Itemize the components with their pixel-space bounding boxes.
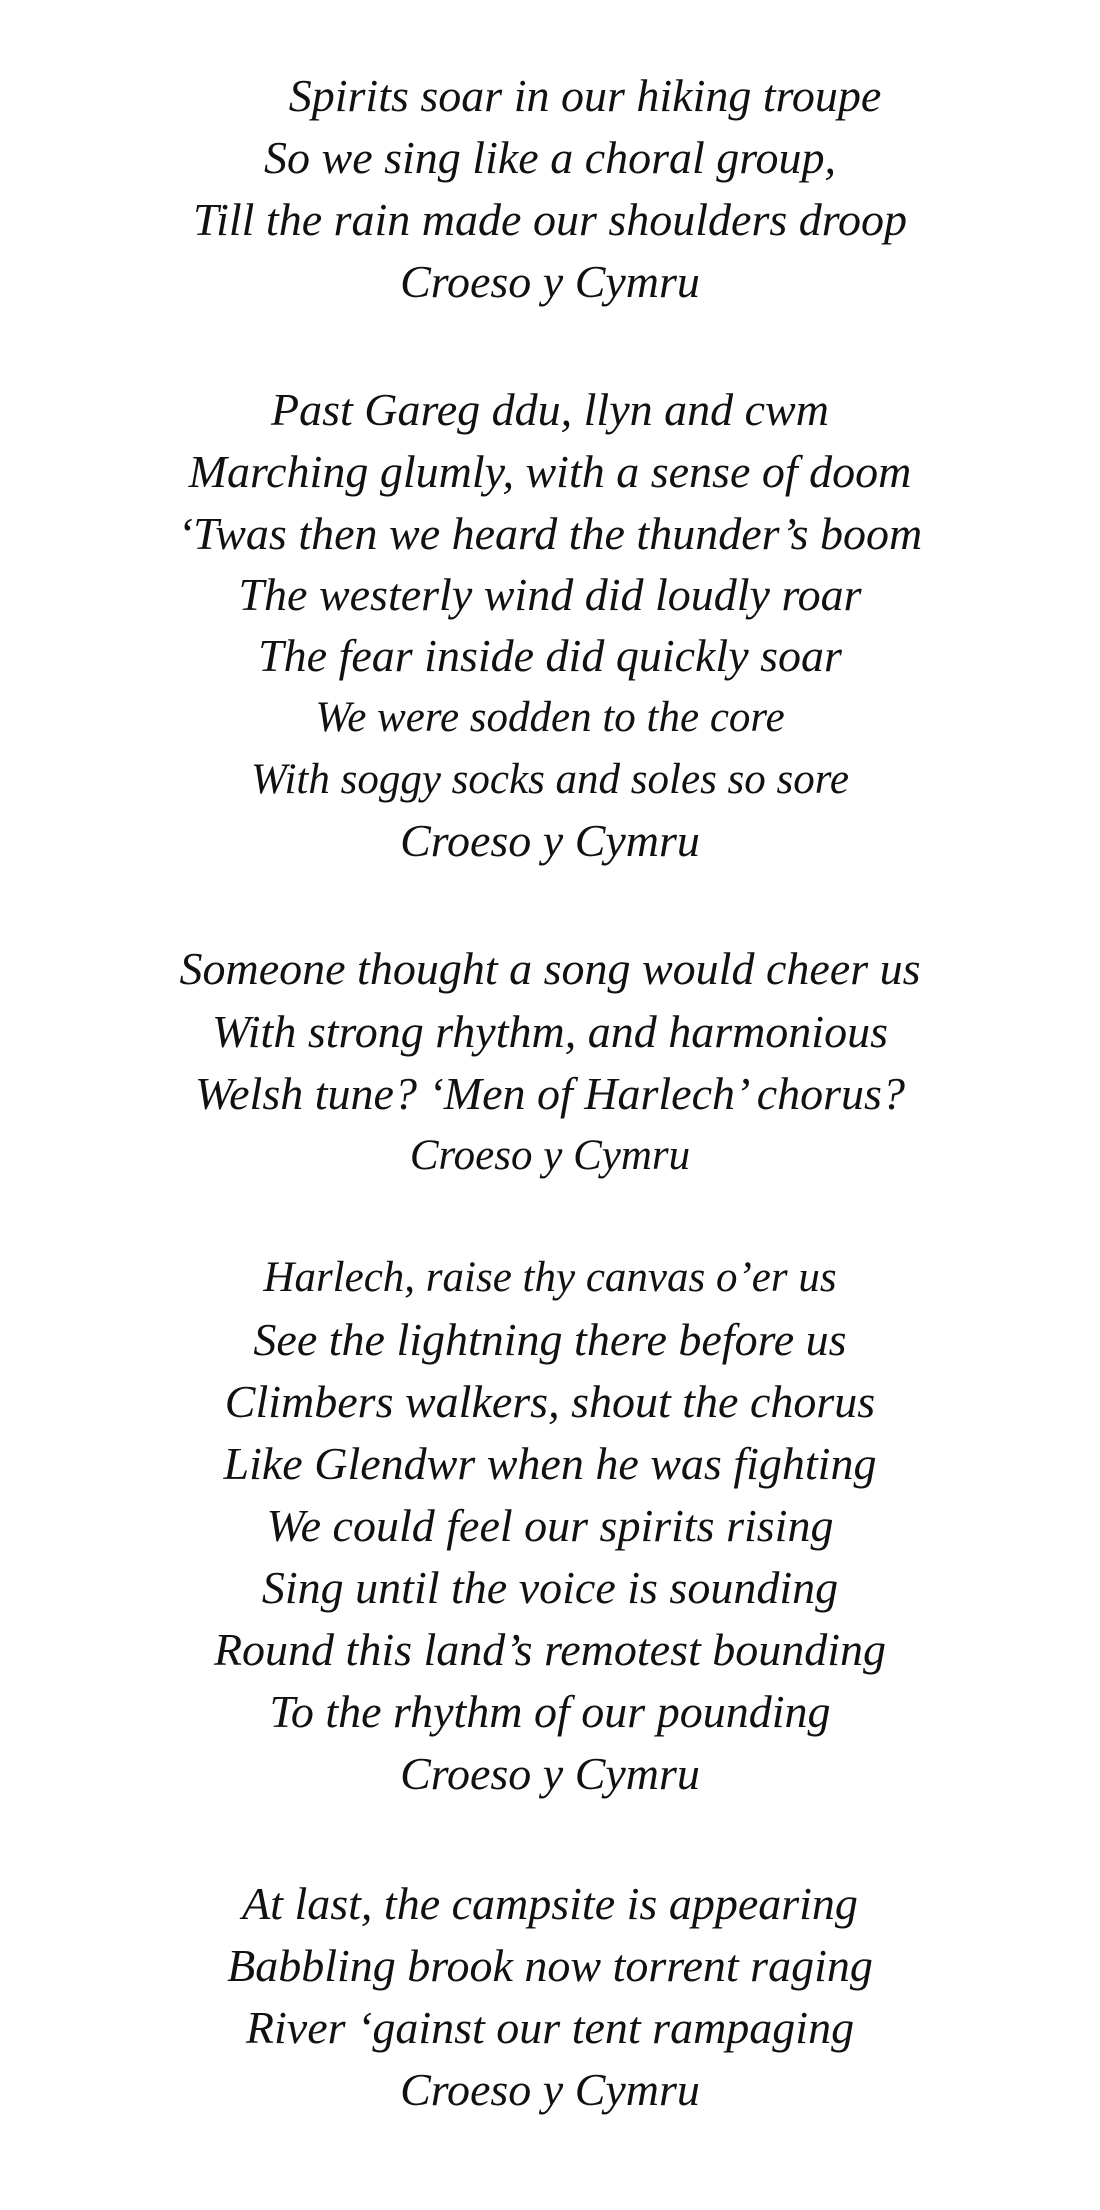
- stanza-2-line-5: The fear inside did quickly soar: [258, 630, 842, 681]
- stanza-3-refrain: Croeso y Cymru: [409, 1132, 691, 1179]
- stanza-4-line-1: Harlech, raise thy canvas o’er us: [263, 1254, 837, 1301]
- stanza-4-line-7: Round this land’s remotest bounding: [213, 1624, 887, 1675]
- stanza-2-line-6: We were sodden to the core: [315, 694, 785, 741]
- stanza-2-line-4: The westerly wind did loudly roar: [238, 569, 862, 620]
- stanza-4-line-6: Sing until the voice is sounding: [261, 1562, 839, 1613]
- stanza-4-line-3: Climbers walkers, shout the chorus: [224, 1376, 876, 1427]
- stanza-2-line-2: Marching glumly, with a sense of doom: [188, 446, 912, 497]
- stanza-2-refrain: Croeso y Cymru: [400, 815, 700, 866]
- stanza-4-line-5: We could feel our spirits rising: [266, 1500, 834, 1551]
- stanza-4-line-8: To the rhythm of our pounding: [269, 1686, 831, 1737]
- stanza-1-line-3: Till the rain made our shoulders droop: [193, 194, 907, 245]
- stanza-1-line-2: So we sing like a choral group,: [264, 132, 836, 183]
- stanza-2-line-7: With soggy socks and soles so sore: [251, 756, 849, 803]
- stanza-1-refrain: Croeso y Cymru: [400, 256, 700, 307]
- stanza-3-line-3: Welsh tune? ‘Men of Harlech’ chorus?: [195, 1068, 905, 1119]
- stanza-5-refrain: Croeso y Cymru: [400, 2064, 700, 2115]
- stanza-1-line-1: Spirits soar in our hiking troupe: [288, 70, 882, 121]
- stanza-5-line-2: Babbling brook now torrent raging: [227, 1940, 873, 1991]
- stanza-4-line-2: See the lightning there before us: [253, 1314, 847, 1365]
- stanza-3-line-1: Someone thought a song would cheer us: [179, 943, 921, 994]
- stanza-3-line-2: With strong rhythm, and harmonious: [211, 1006, 888, 1057]
- stanza-2-line-3: ‘Twas then we heard the thunder’s boom: [177, 508, 923, 559]
- stanza-4-refrain: Croeso y Cymru: [400, 1748, 700, 1799]
- stanza-2-line-1: Past Gareg ddu, llyn and cwm: [271, 384, 829, 435]
- stanza-5-line-1: At last, the campsite is appearing: [242, 1878, 858, 1929]
- stanza-4-line-4: Like Glendwr when he was fighting: [223, 1438, 877, 1489]
- stanza-5-line-3: River ‘gainst our tent rampaging: [245, 2002, 855, 2053]
